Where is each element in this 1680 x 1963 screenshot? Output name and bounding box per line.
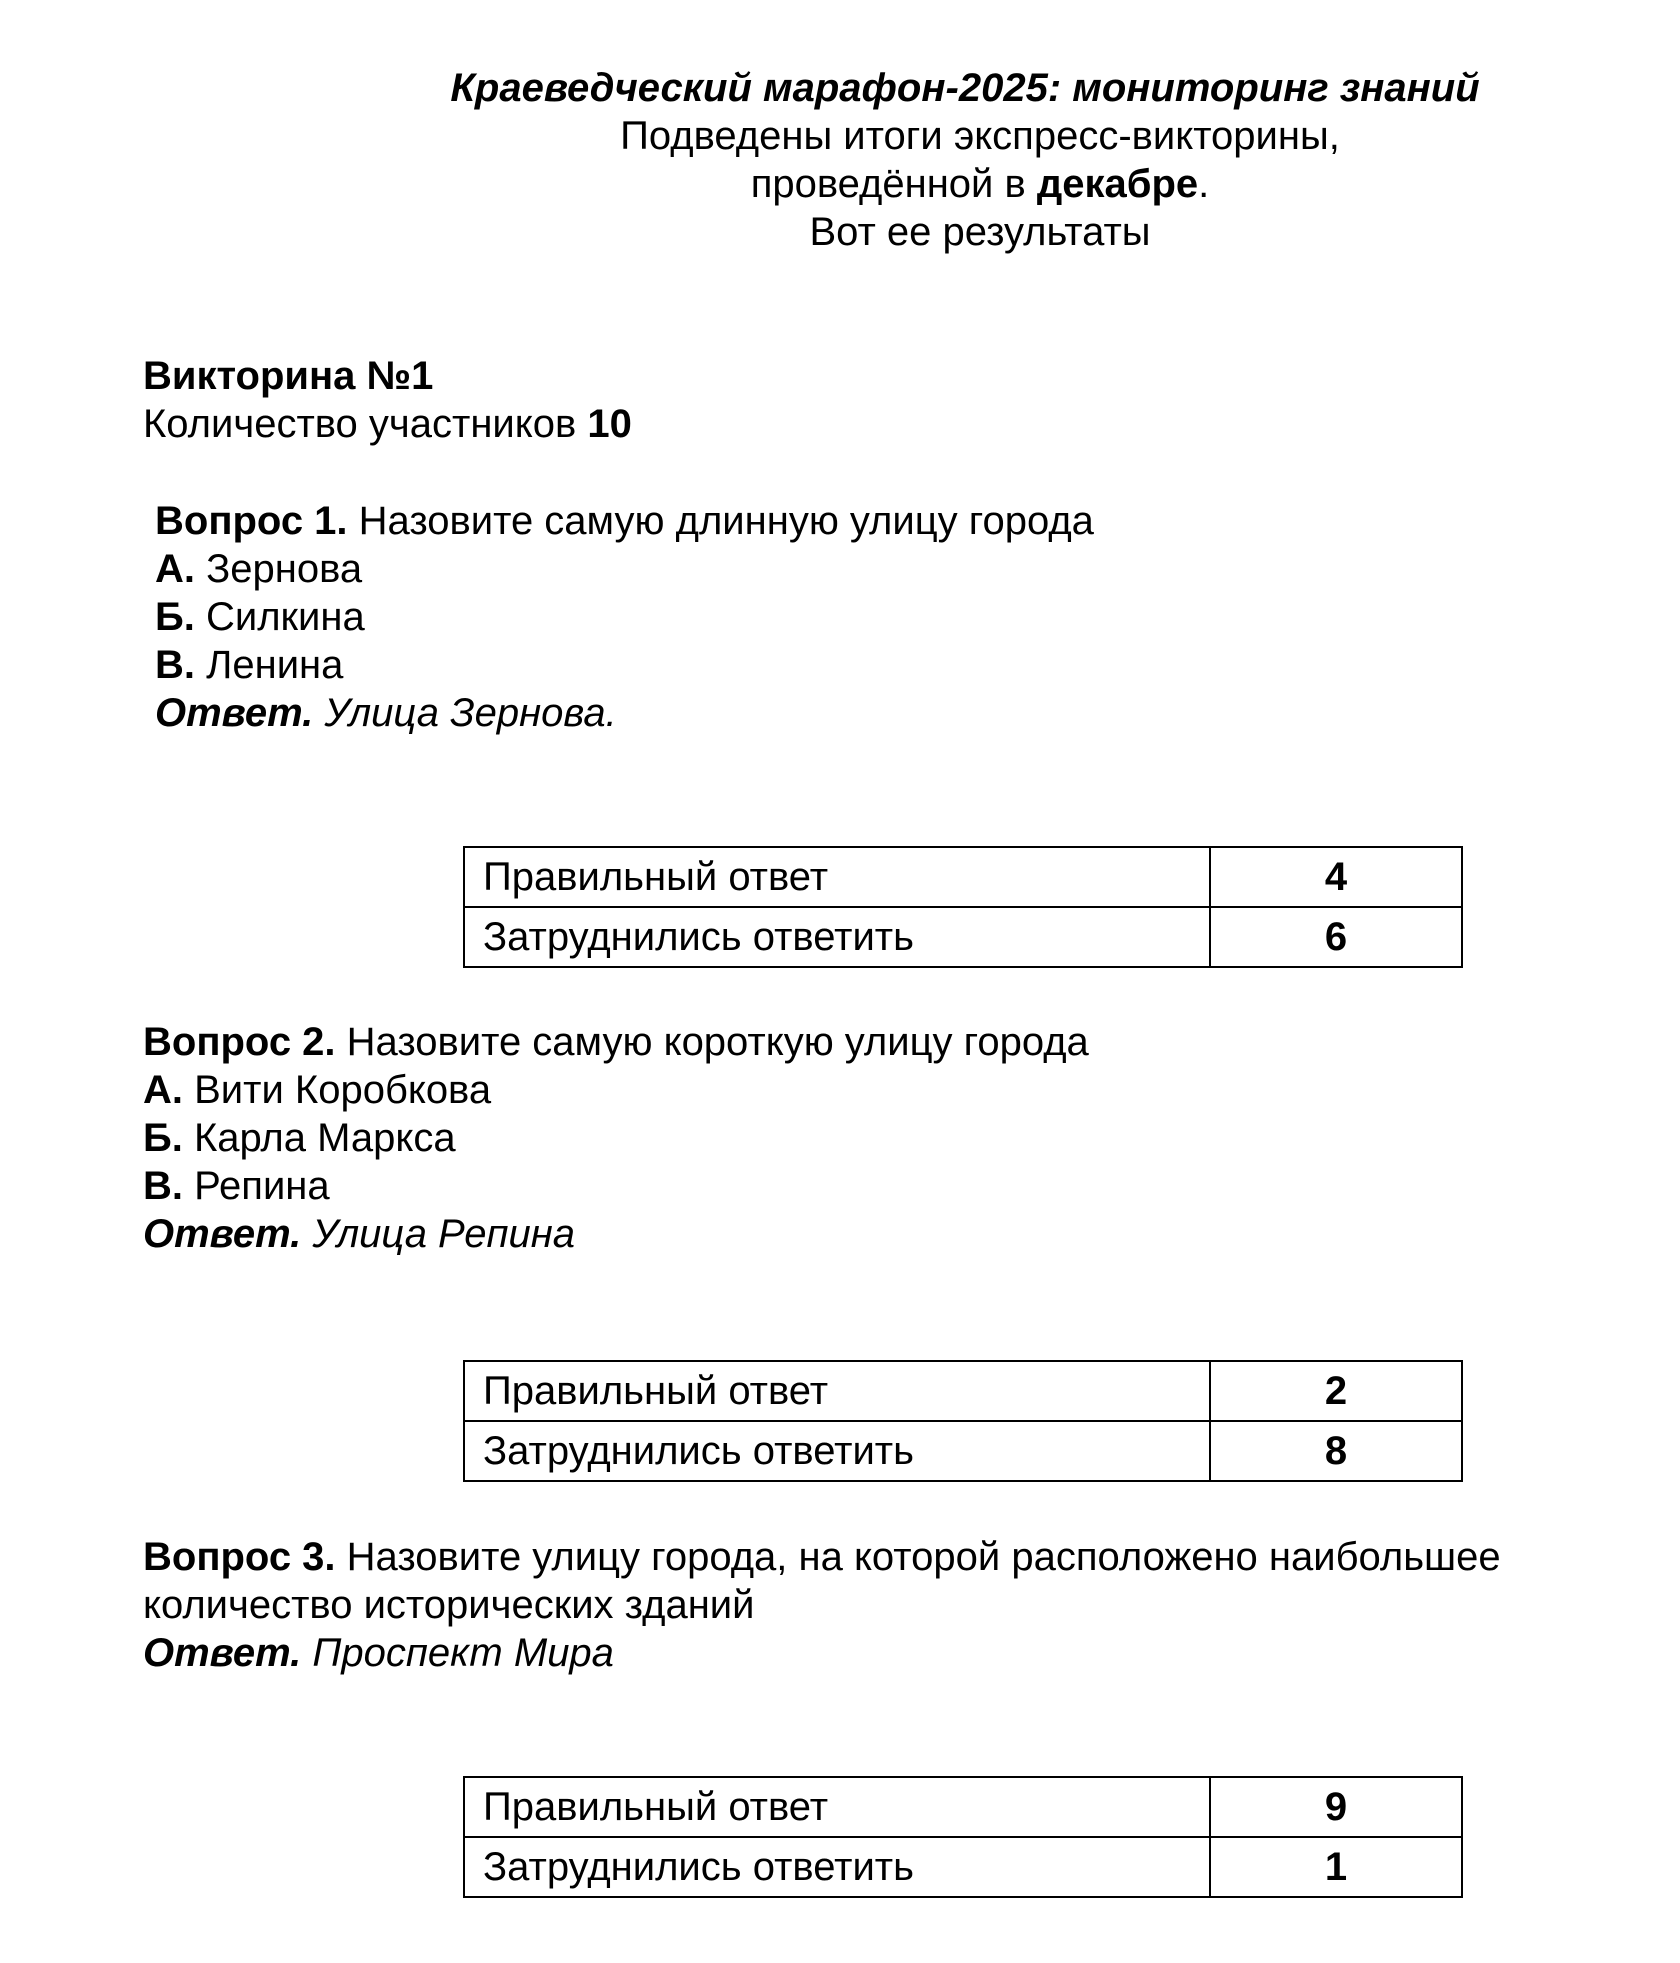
option-letter: А. xyxy=(155,547,195,591)
header-line-2-pre: проведённой в xyxy=(750,162,1037,206)
question-1-option-b xyxy=(155,593,1615,641)
participants-line xyxy=(143,400,632,448)
quiz-info xyxy=(143,352,632,448)
option-text: Карла Маркса xyxy=(182,1116,456,1160)
question-2-text xyxy=(143,1018,1603,1066)
question-3 xyxy=(143,1533,1603,1677)
header-month: декабре xyxy=(1036,162,1199,206)
participants-label: Количество участников xyxy=(143,402,588,446)
option-letter: В. xyxy=(143,1164,183,1208)
option-text: Силкина xyxy=(194,595,365,639)
question-2-label: Вопрос 2. xyxy=(143,1020,336,1064)
option-text: Зернова xyxy=(195,547,363,591)
answer-text: Улица Репина xyxy=(301,1212,576,1256)
result-label: Правильный ответ xyxy=(464,1361,1210,1421)
table-row xyxy=(464,1361,1462,1421)
option-letter: В. xyxy=(155,643,195,687)
question-3-answer xyxy=(143,1629,1603,1677)
question-1-answer xyxy=(155,689,1615,737)
option-text: Ленина xyxy=(195,643,344,687)
result-value: 8 xyxy=(1210,1421,1462,1481)
option-text: Вити Коробкова xyxy=(183,1068,492,1112)
question-2-option-a xyxy=(143,1066,1603,1114)
option-text: Репина xyxy=(183,1164,330,1208)
question-1-body: Назовите самую длинную улицу города xyxy=(347,499,1094,543)
question-3-results-table xyxy=(463,1776,1463,1898)
answer-text: Улица Зернова. xyxy=(313,691,617,735)
question-1 xyxy=(155,497,1615,737)
answer-label: Ответ. xyxy=(143,1212,302,1256)
option-letter: Б. xyxy=(143,1116,183,1160)
result-value: 2 xyxy=(1210,1361,1462,1421)
question-2-option-b xyxy=(143,1114,1603,1162)
result-value: 4 xyxy=(1210,847,1462,907)
question-1-option-a xyxy=(155,545,1615,593)
question-1-label: Вопрос 1. xyxy=(155,499,348,543)
document-header xyxy=(0,64,1680,256)
question-2-answer xyxy=(143,1210,1603,1258)
result-label: Затруднились ответить xyxy=(464,907,1210,967)
question-2 xyxy=(143,1018,1603,1258)
table-row xyxy=(464,847,1462,907)
question-3-text xyxy=(143,1533,1603,1629)
question-2-option-c xyxy=(143,1162,1603,1210)
table-row xyxy=(464,1777,1462,1837)
header-line-2-post: . xyxy=(1198,162,1210,206)
table-row xyxy=(464,1421,1462,1481)
question-3-body: Назовите улицу города, на которой расположено наибольшее количество исторических зданий xyxy=(143,1535,1501,1627)
result-value: 9 xyxy=(1210,1777,1462,1837)
result-label: Правильный ответ xyxy=(464,1777,1210,1837)
option-letter: Б. xyxy=(155,595,195,639)
header-line-2 xyxy=(0,160,1680,208)
question-2-body: Назовите самую короткую улицу города xyxy=(335,1020,1089,1064)
header-line-3: Вот ее результаты xyxy=(809,210,1151,254)
result-label: Затруднились ответить xyxy=(464,1837,1210,1897)
participants-value: 10 xyxy=(587,402,632,446)
question-3-label: Вопрос 3. xyxy=(143,1535,336,1579)
answer-label: Ответ. xyxy=(155,691,314,735)
document-title: Краеведческий марафон-2025: мониторинг знаний xyxy=(450,66,1480,110)
question-1-text xyxy=(155,497,1615,545)
answer-text: Проспект Мира xyxy=(301,1631,614,1675)
result-label: Затруднились ответить xyxy=(464,1421,1210,1481)
result-value: 1 xyxy=(1210,1837,1462,1897)
option-letter: А. xyxy=(143,1068,183,1112)
question-1-results-table xyxy=(463,846,1463,968)
result-value: 6 xyxy=(1210,907,1462,967)
answer-label: Ответ. xyxy=(143,1631,302,1675)
quiz-title: Викторина №1 xyxy=(143,354,434,398)
header-line-1: Подведены итоги экспресс-викторины, xyxy=(620,114,1340,158)
table-row xyxy=(464,1837,1462,1897)
result-label: Правильный ответ xyxy=(464,847,1210,907)
question-2-results-table xyxy=(463,1360,1463,1482)
table-row xyxy=(464,907,1462,967)
question-1-option-c xyxy=(155,641,1615,689)
